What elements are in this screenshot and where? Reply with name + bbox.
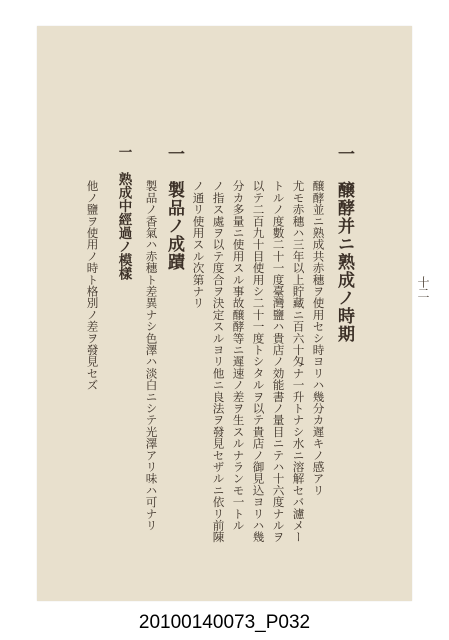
- heading-product-results: 一 製品ノ成蹟: [164, 145, 184, 271]
- page-number: 十二: [416, 276, 430, 298]
- body-line: 以テ二百九十目使用シ二十一度トシタルヲ以テ貴店ノ御見込ヨリハ幾: [251, 180, 266, 543]
- heading-fermentation-timing: 一 醸酵并ニ熟成ノ時期: [334, 145, 354, 343]
- body-line: 分カ多量ニ使用スル事故醸酵等ニ遲速ノ差ヲ生スルナランモ一トル: [231, 180, 246, 531]
- body-line: 製品ノ香氣ハ赤穗ト差異ナシ色澤ハ淡白ニシテ光澤アリ味ハ可ナリ: [144, 180, 159, 531]
- image-caption: 20100140073_P032: [138, 612, 311, 633]
- body-line: 醸酵並ニ熟成共赤穗ヲ使用セシ時ヨリハ幾分カ遲キノ感アリ: [311, 180, 326, 496]
- body-line: 他ノ鹽ヲ使用ノ時ト格別ノ差ヲ發見セズ: [85, 180, 100, 391]
- subheading-maturation-progress: 一 熟成中經過ノ模樣: [115, 145, 132, 280]
- body-line: ノ指ス處ヲ以テ度合ヲ決定スルヨリ他ニ良法ヲ發見セザルニ依リ前陳: [211, 180, 226, 543]
- body-line: 尤モ赤穗ハ三年以上貯藏ニ百六十匁ナ一升トナシ水ニ溶解セバ濾メー: [291, 180, 306, 543]
- body-line: トルノ度數二十一度臺灣鹽ハ貴店ノ効能書ノ量目ニテハ十六度ナルヲ: [271, 180, 286, 543]
- body-line: ノ通リ使用スル次第ナリ: [191, 180, 206, 309]
